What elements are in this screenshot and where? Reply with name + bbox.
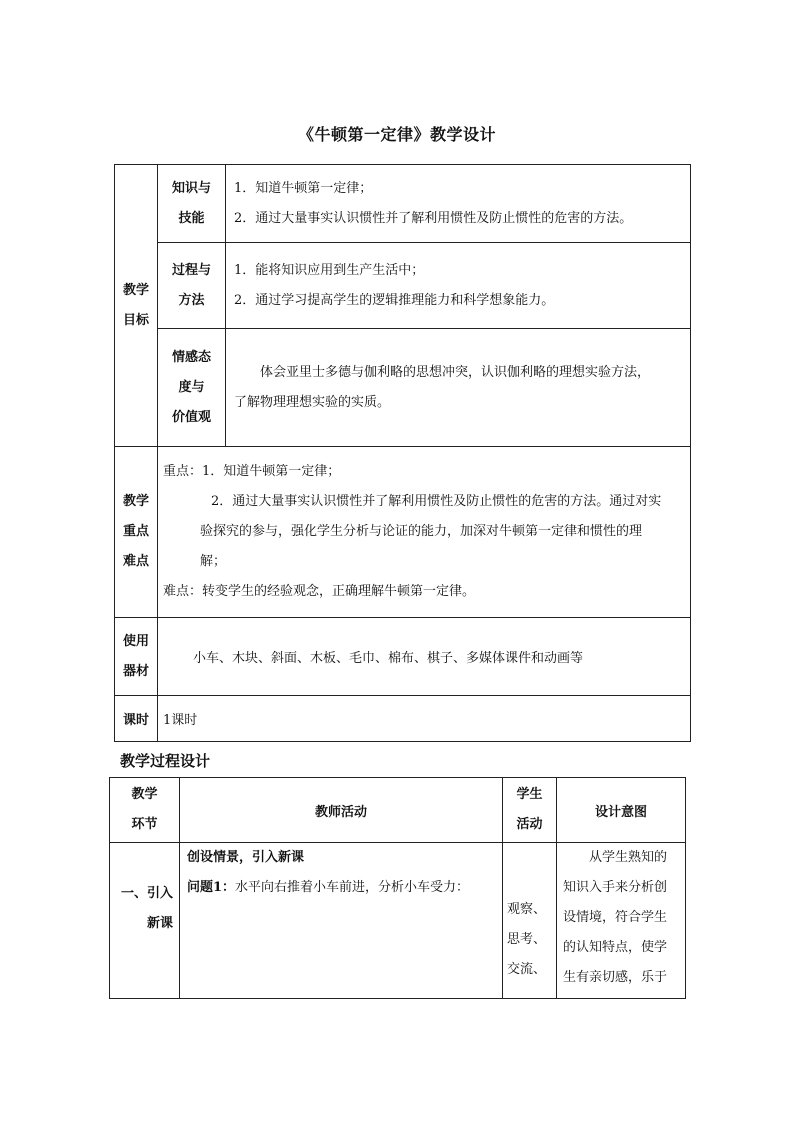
keypoints-label-cell [115,447,158,618]
keypoints-label-line: 难点 [122,554,149,569]
stage-header-line: 环节 [131,817,158,832]
student-activity-line: 交流、 [507,962,547,977]
hours-content: 1课时 [158,696,691,742]
teacher-activity-cell [180,843,503,999]
design-intent-header: 设计意图 [557,778,686,843]
question-label: 问题1： [187,880,236,895]
equipment-label-cell [115,618,158,696]
knowledge-item: 2．通过大量事实认识惯性并了解利用惯性及防止惯性的危害的方法。 [234,210,633,226]
student-activity-header [503,778,557,843]
intent-line: 的认知特点，使学 [563,940,668,955]
intent-line: 生有亲切感，乐于 [563,970,668,985]
keypoints-line: 重点：1．知道牛顿第一定律； [163,464,341,479]
knowledge-content [226,165,691,243]
attitude-label-line: 情感态 [171,349,211,365]
keypoints-label-line: 教学 [122,494,149,509]
teacher-activity-header: 教师活动 [180,778,503,843]
attitude-label-line: 度与 [178,379,205,395]
student-activity-cell [503,843,557,999]
intent-line: 知识入手来分析创 [563,880,668,895]
attitude-text-line: 体会亚里士多德与伽利略的思想冲突，认识伽利略的理想实验方法， [260,364,651,380]
process-label-line: 过程与 [171,262,211,278]
process-design-heading: 教学过程设计 [120,752,211,770]
process-label-line: 方法 [178,292,205,308]
question-line [187,873,502,903]
knowledge-item: 1．知道牛顿第一定律； [234,180,373,196]
keypoints-label-line: 重点 [122,524,149,539]
process-item: 1．能将知识应用到生产生活中； [234,262,425,278]
objectives-label-cell [115,165,158,447]
keypoints-line: 验探究的参与，强化学生分析与论证的能力，加深对牛顿第一定律和惯性的理 [200,524,643,539]
keypoints-content [158,447,691,618]
knowledge-label-line: 技能 [178,210,205,226]
question-text: 水平向右推着小车前进，分析小车受力： [235,880,470,895]
student-activity-line: 思考、 [507,932,547,947]
attitude-text-line: 了解物理理想实验的实质。 [234,394,391,410]
teacher-activity-title: 创设情景，引入新课 [187,850,305,865]
process-table [109,777,686,999]
intent-line: 从学生熟知的 [589,850,668,865]
attitude-content [226,329,691,447]
stage-header [110,778,180,843]
stage-cell [110,843,180,999]
equipment-label-line: 使用 [122,633,149,649]
student-header-line: 学生 [516,787,543,802]
page-title: 《牛顿第一定律》教学设计 [297,125,496,144]
process-label-cell [158,243,226,329]
keypoints-line: 解； [200,554,227,569]
equipment-label-line: 器材 [122,663,149,679]
stage-line: 新课 [146,916,173,931]
student-activity-line: 观察、 [507,902,547,917]
attitude-label-cell [158,329,226,447]
keypoints-line: 2．通过大量事实认识惯性并了解利用惯性及防止惯性的危害的方法。通过对实 [211,494,662,509]
process-content [226,243,691,329]
stage-header-line: 教学 [131,787,158,802]
process-item: 2．通过学习提高学生的逻辑推理能力和科学想象能力。 [234,292,555,308]
design-intent-cell [557,843,686,999]
hours-label: 课时 [115,696,158,742]
objectives-label: 教学目标 [122,282,149,328]
intent-line: 设情境，符合学生 [563,910,668,925]
knowledge-label-line: 知识与 [171,180,211,196]
keypoints-line: 难点：转变学生的经验观念，正确理解牛顿第一定律。 [163,584,476,599]
attitude-label-line: 价值观 [171,409,211,425]
equipment-content: 小车、木块、斜面、木板、毛巾、棉布、棋子、多媒体课件和动画等 [158,618,691,696]
stage-line: 一、引入 [120,886,173,901]
objectives-table [114,164,691,742]
student-header-line: 活动 [516,817,543,832]
knowledge-label-cell [158,165,226,243]
